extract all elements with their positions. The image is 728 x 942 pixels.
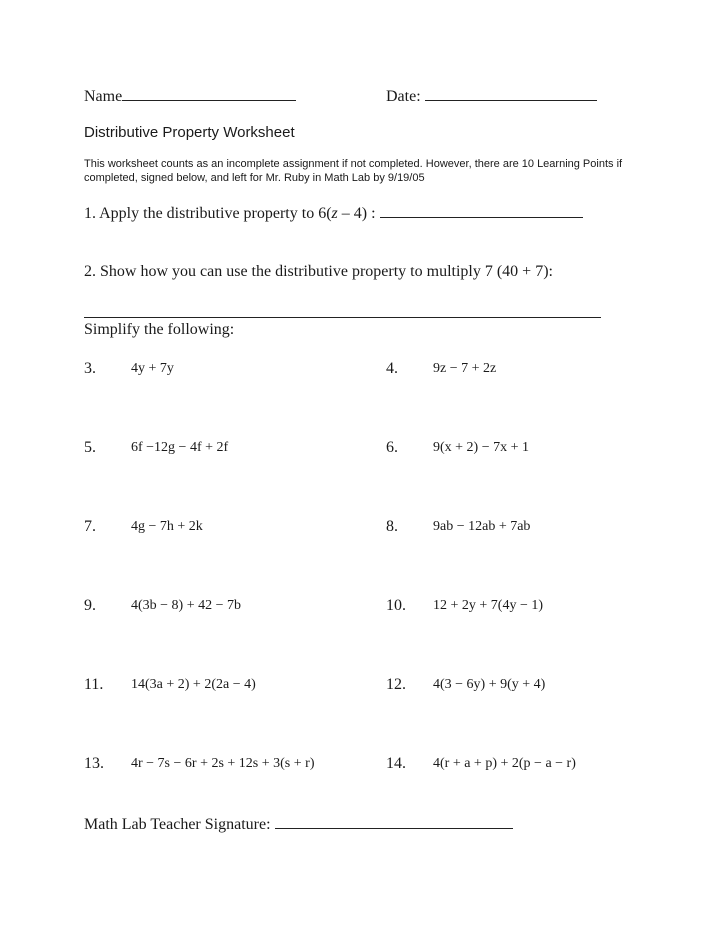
problem-number: 7. xyxy=(84,518,96,535)
problem-expression: 9z − 7 + 2z xyxy=(433,361,497,376)
problem-expression: 12 + 2y + 7(4y − 1) xyxy=(433,598,544,613)
name-field xyxy=(84,88,296,106)
name-label: Name xyxy=(84,88,123,105)
signature-field xyxy=(84,816,513,834)
signature-blank[interactable] xyxy=(275,827,513,829)
problem-expression: 4g − 7h + 2k xyxy=(131,519,203,534)
q2-answer-line[interactable] xyxy=(84,317,601,318)
problem-number: 8. xyxy=(386,518,398,535)
problem-expression: 9(x + 2) − 7x + 1 xyxy=(433,440,530,455)
problem-expression: 4(3b − 8) + 42 − 7b xyxy=(131,598,242,613)
problem-expression: 4y + 7y xyxy=(131,361,174,376)
problem-number: 6. xyxy=(386,439,398,456)
problem-number: 14. xyxy=(386,755,406,772)
problem-number: 11. xyxy=(84,676,104,693)
problem-number: 13. xyxy=(84,755,104,772)
problem-number: 4. xyxy=(386,360,398,377)
q1-answer-blank[interactable] xyxy=(380,216,583,218)
question-1: 1. Apply the distributive property to 6(z – 4) : xyxy=(84,205,583,223)
problem-number: 10. xyxy=(386,597,406,614)
problem-expression: 9ab − 12ab + 7ab xyxy=(433,519,531,534)
problem-number: 9. xyxy=(84,597,96,614)
problem-number: 12. xyxy=(386,676,406,693)
problem-expression: 4r − 7s − 6r + 2s + 12s + 3(s + r) xyxy=(131,756,315,771)
problem-expression: 4(3 − 6y) + 9(y + 4) xyxy=(433,677,546,692)
question-2: 2. Show how you can use the distributive property to multiply 7 (40 + 7): xyxy=(84,263,553,280)
problem-expression: 6f −12g − 4f + 2f xyxy=(131,440,229,455)
instructions: This worksheet counts as an incomplete assignment if not completed. However, there are 10 Learning Points if completed, signed below, and left for Mr. Ruby in Math Lab by 9/19/05 xyxy=(84,158,623,184)
date-blank[interactable] xyxy=(425,99,597,101)
simplify-heading: Simplify the following: xyxy=(84,321,235,338)
signature-label: Math Lab Teacher Signature: xyxy=(84,816,271,833)
date-label: Date: xyxy=(386,88,421,105)
name-blank[interactable] xyxy=(122,99,296,101)
date-field xyxy=(386,88,597,106)
problem-number: 5. xyxy=(84,439,96,456)
page-title: Distributive Property Worksheet xyxy=(84,124,295,141)
problem-expression: 4(r + a + p) + 2(p − a − r) xyxy=(433,756,576,771)
problem-expression: 14(3a + 2) + 2(2a − 4) xyxy=(131,677,256,692)
problem-number: 3. xyxy=(84,360,96,377)
